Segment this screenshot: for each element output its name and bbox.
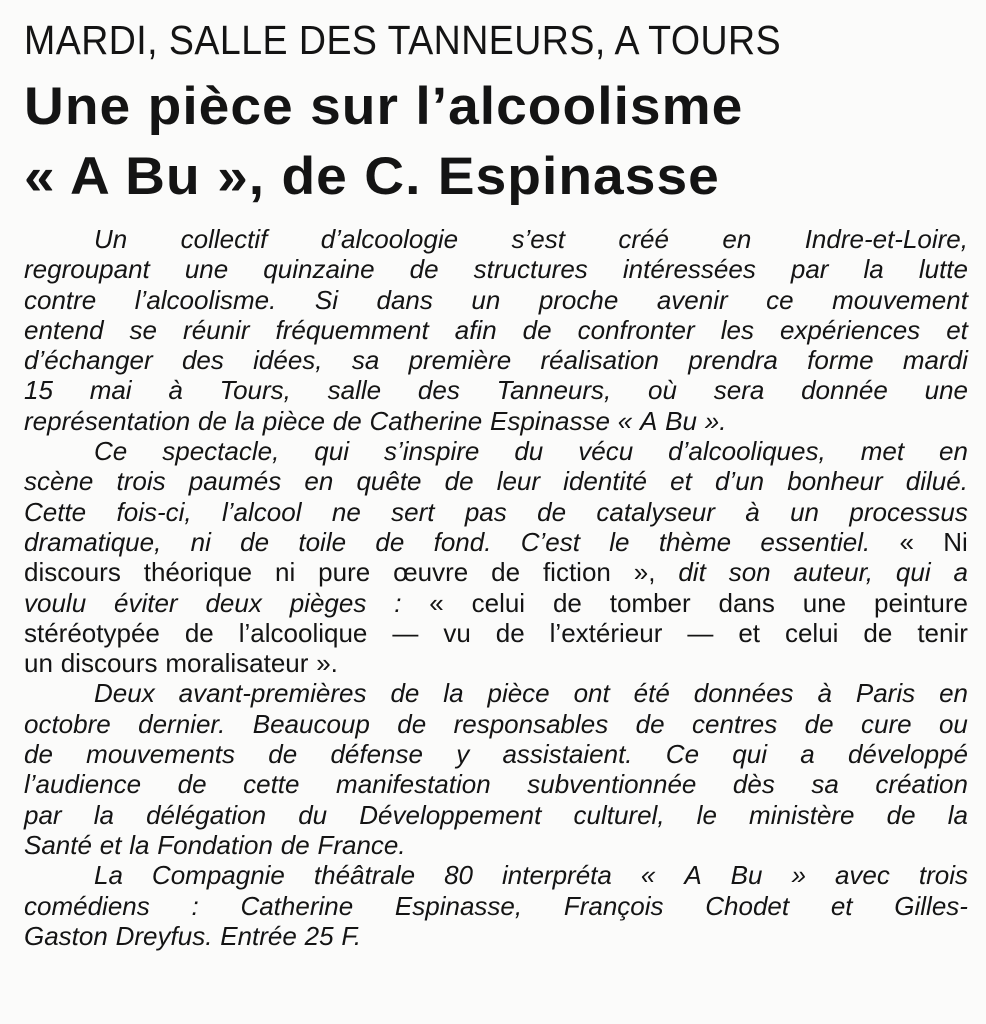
word: Cette bbox=[24, 496, 87, 527]
text-line bbox=[24, 860, 968, 890]
word: ce bbox=[766, 284, 794, 315]
word: de bbox=[537, 496, 567, 527]
word: Ce bbox=[665, 739, 700, 770]
word: de bbox=[268, 739, 298, 770]
word: Ni bbox=[943, 526, 968, 557]
word: », bbox=[633, 557, 656, 588]
word: culturel, bbox=[573, 799, 665, 830]
word: forme bbox=[807, 345, 874, 376]
word: trois bbox=[918, 860, 968, 891]
article-paragraph bbox=[24, 224, 968, 436]
word: s’est bbox=[511, 224, 565, 254]
text-line bbox=[24, 345, 968, 375]
word: de bbox=[397, 708, 427, 739]
word: Ce bbox=[94, 436, 128, 467]
word: Un bbox=[94, 224, 128, 254]
word: et bbox=[738, 617, 760, 648]
word: fréquemment bbox=[275, 314, 429, 345]
word: sera bbox=[713, 375, 765, 406]
word: pas bbox=[464, 496, 507, 527]
word: « bbox=[640, 860, 656, 891]
text-line bbox=[24, 406, 968, 436]
word: de bbox=[804, 708, 834, 739]
word: France. bbox=[317, 829, 406, 860]
word: dit bbox=[678, 557, 706, 588]
word: scène bbox=[24, 466, 94, 497]
word: et bbox=[946, 314, 968, 345]
word: processus bbox=[849, 496, 968, 527]
word: : bbox=[191, 890, 199, 921]
word: de bbox=[552, 587, 582, 618]
word: la bbox=[443, 678, 464, 709]
word: — bbox=[687, 617, 714, 648]
word: donnée bbox=[801, 375, 888, 406]
word: quête bbox=[356, 466, 422, 497]
word: réunir bbox=[183, 314, 250, 345]
word: prendra bbox=[688, 345, 778, 376]
word: une bbox=[184, 254, 229, 285]
word: C’est bbox=[520, 526, 580, 557]
word: interpréta bbox=[502, 860, 612, 891]
text-line bbox=[24, 830, 968, 860]
word: pièges bbox=[289, 587, 367, 618]
word: contre bbox=[24, 284, 97, 315]
text-line bbox=[24, 921, 968, 951]
word: l’audience bbox=[24, 769, 142, 800]
word: de bbox=[863, 617, 893, 648]
word: les bbox=[720, 314, 754, 345]
word: pièce bbox=[487, 678, 550, 709]
word: responsables bbox=[453, 708, 609, 739]
word: tenir bbox=[917, 617, 968, 648]
word: Espinasse, bbox=[394, 890, 523, 921]
word: Développement bbox=[359, 799, 542, 830]
word: création bbox=[875, 769, 968, 800]
word: de bbox=[184, 617, 214, 648]
word: de bbox=[491, 557, 521, 588]
word: et bbox=[99, 829, 122, 860]
word: ministère bbox=[749, 799, 855, 830]
word: l’alcoolisme. bbox=[134, 284, 277, 315]
word: des bbox=[417, 375, 460, 406]
word: en bbox=[304, 466, 334, 497]
word: qui bbox=[895, 557, 931, 588]
word: de bbox=[409, 254, 439, 285]
word: deux bbox=[205, 587, 262, 618]
word: celui bbox=[784, 617, 839, 648]
word: moralisateur bbox=[165, 648, 309, 679]
word: l’alcool bbox=[222, 496, 302, 527]
word: un bbox=[790, 496, 820, 527]
headline-line-2: « A Bu », de C. Espinasse bbox=[24, 147, 720, 206]
word: qui bbox=[314, 436, 349, 467]
word: vécu bbox=[578, 436, 634, 467]
word: quinzaine bbox=[263, 254, 375, 285]
word: ». bbox=[316, 648, 338, 679]
word: sert bbox=[391, 496, 435, 527]
word: Dreyfus. bbox=[115, 920, 213, 951]
word: ou bbox=[938, 708, 968, 739]
word: d’un bbox=[714, 466, 765, 497]
word: la bbox=[947, 799, 968, 830]
word: Catherine bbox=[369, 405, 483, 436]
word: la bbox=[129, 829, 150, 860]
word: Bu bbox=[665, 405, 697, 436]
word: entend bbox=[24, 314, 104, 345]
word: Entrée bbox=[220, 920, 297, 951]
word: discours bbox=[60, 648, 158, 679]
word: pure bbox=[318, 557, 371, 588]
word: l’alcoolique bbox=[238, 617, 368, 648]
word: toile bbox=[298, 526, 347, 557]
word: identité bbox=[563, 466, 648, 497]
word: été bbox=[633, 678, 670, 709]
word: stéréotypée bbox=[24, 617, 160, 648]
text-line bbox=[24, 497, 968, 527]
word: thème bbox=[658, 526, 732, 557]
word: lutte bbox=[918, 254, 968, 285]
word: confronter bbox=[577, 314, 695, 345]
word: l’extérieur bbox=[549, 617, 663, 648]
word: met bbox=[860, 436, 905, 467]
word: de bbox=[24, 739, 53, 770]
word: Catherine bbox=[240, 890, 354, 921]
word: F. bbox=[341, 920, 362, 951]
word: sa bbox=[351, 345, 380, 376]
word: le bbox=[609, 526, 630, 557]
word: structures bbox=[473, 254, 588, 285]
word: en bbox=[939, 678, 968, 709]
word: avec bbox=[834, 860, 890, 891]
word: Si bbox=[314, 284, 338, 315]
word: fiction bbox=[542, 557, 611, 588]
word: expériences bbox=[779, 314, 921, 345]
word: le bbox=[696, 799, 717, 830]
word: discours bbox=[24, 557, 121, 588]
word: « bbox=[429, 587, 444, 618]
word: mai bbox=[89, 375, 132, 406]
word: créé bbox=[618, 224, 669, 254]
word: « bbox=[617, 405, 633, 436]
word: de bbox=[390, 678, 420, 709]
word: à bbox=[817, 678, 832, 709]
word: qui bbox=[732, 739, 767, 770]
word: ». bbox=[704, 405, 727, 436]
word: collectif bbox=[180, 224, 268, 254]
word: réalisation bbox=[540, 345, 659, 376]
word: regroupant bbox=[24, 254, 150, 285]
word: peinture bbox=[874, 587, 968, 618]
word: en bbox=[939, 436, 968, 467]
text-line bbox=[24, 678, 968, 708]
word: auteur, bbox=[793, 557, 874, 588]
word: vu bbox=[443, 617, 471, 648]
word: dramatique, bbox=[24, 526, 162, 557]
text-line bbox=[24, 739, 968, 769]
word: de bbox=[886, 799, 916, 830]
headline-line-1: Une pièce sur l’alcoolisme bbox=[24, 77, 744, 136]
word: — bbox=[392, 617, 419, 648]
word: un bbox=[24, 648, 53, 679]
article-paragraph bbox=[24, 678, 968, 860]
word: pièce bbox=[262, 405, 325, 436]
text-line bbox=[24, 891, 968, 921]
word: salle bbox=[327, 375, 382, 406]
text-line bbox=[24, 285, 968, 315]
word: avant-premières bbox=[178, 678, 367, 709]
word: avenir bbox=[656, 284, 728, 315]
word: fois-ci, bbox=[116, 496, 192, 527]
word: ne bbox=[331, 496, 361, 527]
word: » bbox=[791, 860, 806, 891]
word: éviter bbox=[114, 587, 178, 618]
word: ont bbox=[573, 678, 610, 709]
text-line bbox=[24, 709, 968, 739]
word: de bbox=[635, 708, 665, 739]
text-line bbox=[24, 466, 968, 496]
word: de bbox=[495, 617, 525, 648]
word: intéressées bbox=[622, 254, 756, 285]
article-paragraph bbox=[24, 436, 968, 678]
word: Espinasse bbox=[490, 405, 610, 436]
word: où bbox=[648, 375, 677, 406]
word: ni bbox=[275, 557, 296, 588]
word: dès bbox=[732, 769, 775, 800]
word: œuvre bbox=[393, 557, 469, 588]
text-line bbox=[24, 588, 968, 618]
word: de bbox=[198, 405, 227, 436]
text-line bbox=[24, 527, 968, 557]
word: développé bbox=[847, 739, 968, 770]
word: dans bbox=[718, 587, 775, 618]
word: du bbox=[514, 436, 544, 467]
word: celui bbox=[471, 587, 526, 618]
word: mardi bbox=[902, 345, 968, 376]
word: d’alcooliques, bbox=[668, 436, 826, 467]
word: de bbox=[522, 314, 552, 345]
word: à bbox=[745, 496, 760, 527]
text-line bbox=[24, 557, 968, 587]
word: A bbox=[640, 405, 658, 436]
word: de bbox=[177, 769, 207, 800]
word: proche bbox=[538, 284, 619, 315]
word: Paris bbox=[855, 678, 916, 709]
word: et bbox=[830, 890, 853, 921]
word: comédiens bbox=[24, 890, 150, 921]
word: a bbox=[800, 739, 815, 770]
word: assistaient. bbox=[502, 739, 633, 770]
word: subventionnée bbox=[527, 769, 697, 800]
word: essentiel. bbox=[760, 526, 871, 557]
word: de bbox=[444, 466, 474, 497]
word: de bbox=[332, 405, 362, 436]
word: cette bbox=[243, 769, 300, 800]
word: bonheur bbox=[787, 466, 883, 497]
word: afin bbox=[454, 314, 497, 345]
word: Gaston bbox=[24, 920, 108, 951]
word: 25 bbox=[304, 920, 334, 951]
word: fond. bbox=[433, 526, 492, 557]
text-line bbox=[24, 254, 968, 284]
word: en bbox=[722, 224, 752, 254]
word: Santé bbox=[24, 829, 92, 860]
word: paumés bbox=[188, 466, 282, 497]
word: se bbox=[129, 314, 158, 345]
word: une bbox=[802, 587, 847, 618]
word: d’échanger bbox=[24, 345, 153, 376]
word: la bbox=[863, 254, 884, 285]
word: cure bbox=[860, 708, 912, 739]
text-line bbox=[24, 648, 968, 678]
word: Indre-et-Loire, bbox=[804, 224, 968, 254]
word: représentation bbox=[24, 405, 191, 436]
word: Beaucoup bbox=[252, 708, 370, 739]
word: 80 bbox=[444, 860, 474, 891]
word: Chodet bbox=[705, 890, 790, 921]
text-line bbox=[24, 436, 968, 466]
word: un bbox=[471, 284, 501, 315]
word: : bbox=[394, 587, 402, 618]
word: par bbox=[24, 799, 62, 830]
word: dernier. bbox=[138, 708, 226, 739]
word: son bbox=[728, 557, 771, 588]
word: 15 bbox=[24, 375, 53, 406]
word: à bbox=[168, 375, 183, 406]
word: idées, bbox=[253, 345, 323, 376]
word: y bbox=[456, 739, 470, 770]
word: Bu bbox=[730, 860, 763, 891]
text-line bbox=[24, 618, 968, 648]
kicker-headline: MARDI, SALLE DES TANNEURS, A TOURS bbox=[24, 17, 782, 63]
text-line bbox=[24, 375, 968, 405]
word: La bbox=[94, 860, 123, 891]
word: spectacle, bbox=[162, 436, 280, 467]
word: ni bbox=[190, 526, 211, 557]
word: une bbox=[924, 375, 968, 406]
word: François bbox=[563, 890, 664, 921]
word: Fondation bbox=[157, 829, 273, 860]
word: la bbox=[234, 405, 255, 436]
word: tomber bbox=[609, 587, 691, 618]
article-body bbox=[24, 224, 968, 951]
word: Compagnie bbox=[151, 860, 285, 891]
text-line bbox=[24, 315, 968, 345]
word: dans bbox=[376, 284, 433, 315]
word: théorique bbox=[143, 557, 253, 588]
word: de bbox=[375, 526, 405, 557]
word: du bbox=[298, 799, 328, 830]
word: des bbox=[181, 345, 224, 376]
word: manifestation bbox=[336, 769, 491, 800]
word: centres bbox=[691, 708, 778, 739]
word: trois bbox=[116, 466, 166, 497]
word: mouvements bbox=[86, 739, 236, 770]
word: leur bbox=[496, 466, 541, 497]
word: sa bbox=[811, 769, 839, 800]
word: mouvement bbox=[832, 284, 968, 315]
word: A bbox=[684, 860, 702, 891]
word: la bbox=[93, 799, 114, 830]
word: voulu bbox=[24, 587, 87, 618]
word: d’alcoologie bbox=[320, 224, 459, 254]
word: première bbox=[408, 345, 512, 376]
word: et bbox=[670, 466, 692, 497]
word: s’inspire bbox=[383, 436, 480, 467]
article-paragraph bbox=[24, 860, 968, 951]
text-line bbox=[24, 224, 968, 254]
word: défense bbox=[330, 739, 423, 770]
word: théâtrale bbox=[313, 860, 416, 891]
word: Tanneurs, bbox=[496, 375, 612, 406]
word: catalyseur bbox=[596, 496, 715, 527]
word: données bbox=[693, 678, 794, 709]
word: par bbox=[790, 254, 829, 285]
word: a bbox=[953, 557, 968, 588]
word: dilué. bbox=[905, 466, 968, 497]
word: « bbox=[899, 526, 914, 557]
word: Tours, bbox=[219, 375, 291, 406]
word: délégation bbox=[146, 799, 267, 830]
text-line bbox=[24, 800, 968, 830]
word: octobre bbox=[24, 708, 111, 739]
word: Deux bbox=[94, 678, 155, 709]
word: de bbox=[280, 829, 310, 860]
text-line bbox=[24, 769, 968, 799]
word: Gilles- bbox=[894, 890, 968, 921]
word: de bbox=[240, 526, 270, 557]
